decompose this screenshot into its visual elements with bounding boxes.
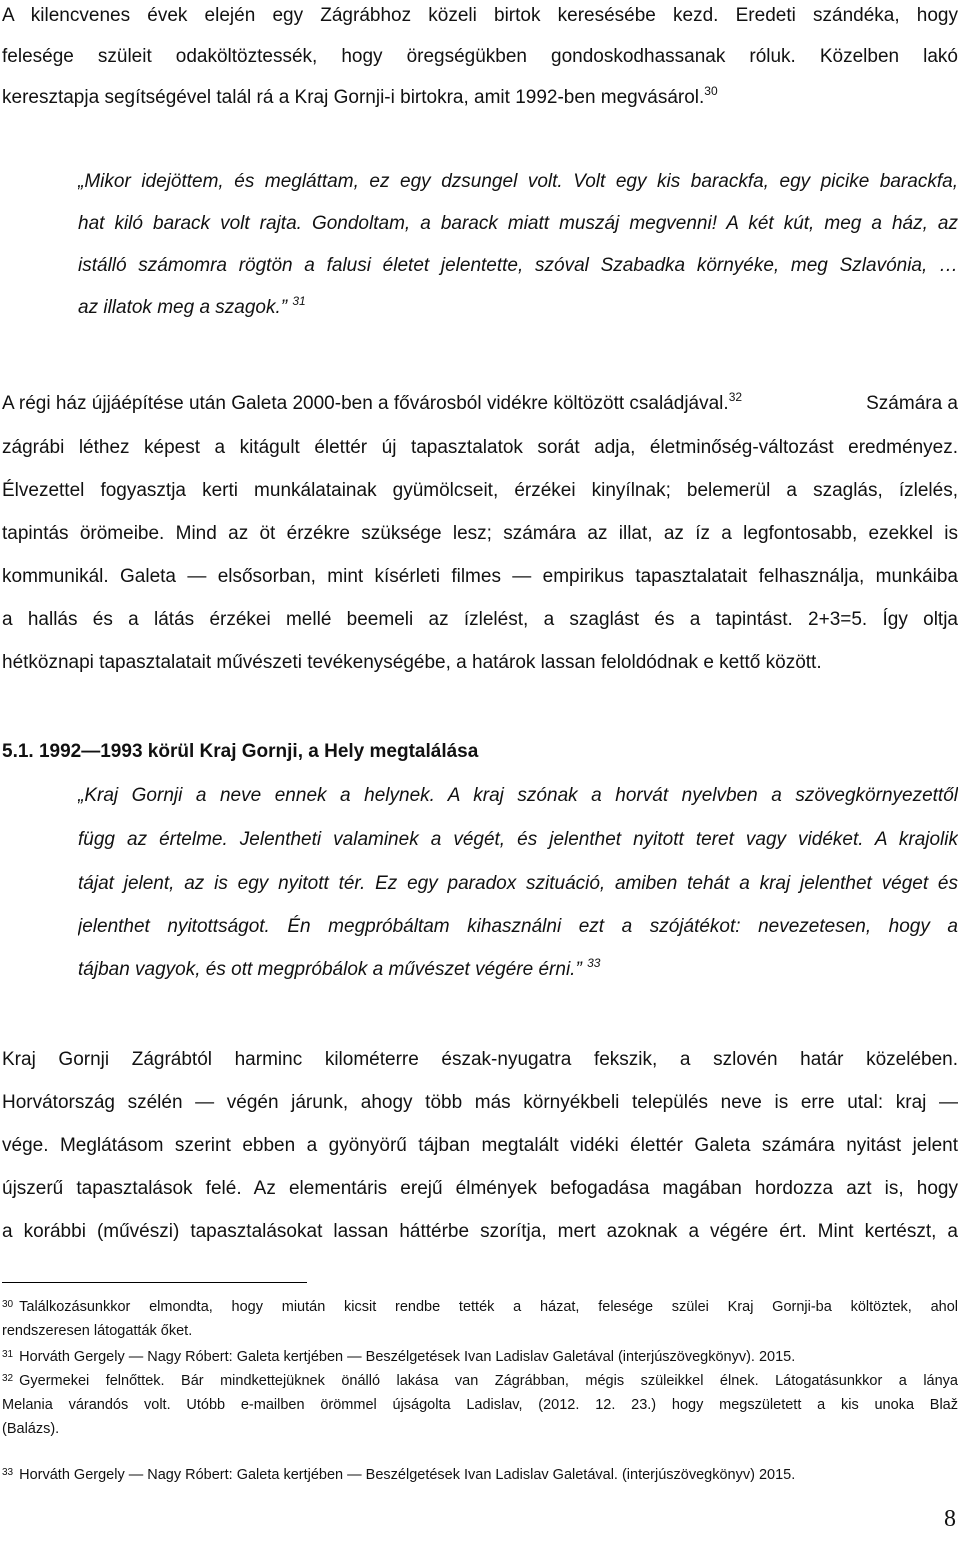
- footnote-ref[interactable]: 30: [704, 84, 718, 98]
- footnote-text: Gyermekei felnőttek. Bár mindkettejüknek önálló lakása van Zágrábban, mégis szüleikkel élnek. Látogatásunkkor a lánya: [19, 1373, 958, 1389]
- body-line: zágrábi léthez képest a kitágult élettér új tapasztalatok sorát adja, életminőség-változást eredményez.: [2, 437, 958, 458]
- body-line: tapintás örömeibe. Mind az öt érzékre szüksége lesz; számára az illat, az íz a legfontosabb, ezekkel is: [2, 523, 958, 544]
- body-line: felesége szüleit odaköltöztessék, hogy öregségükben gondoskodhassanak róluk. Közelben lakó: [2, 46, 958, 67]
- body-line: Élvezettel fogyasztja kerti munkálatainak gyümölcseit, érzékei kinyílnak; belemerül a szaglás, ízlelés,: [2, 480, 958, 501]
- quote-text: az illatok meg a szagok.”: [78, 297, 288, 318]
- footnote-ref[interactable]: 33: [587, 956, 601, 970]
- quote-line: tájat jelent, az is egy nyitott tér. Ez egy paradox szituáció, amiben tehát a kraj jelenthet véget és: [78, 873, 958, 894]
- quote-line: „Kraj Gornji a neve ennek a helynek. A kraj szónak a horvát nyelvben a szövegkörnyezettől: [78, 785, 958, 806]
- footnote-number: 32: [2, 1373, 14, 1384]
- footnote-line: [2, 1296, 958, 1318]
- footnote-text: Horváth Gergely — Nagy Róbert: Galeta kertjében — Beszélgetések Ivan Ladislav Galetával (interjúszövegkönyv). 2015.: [19, 1349, 796, 1365]
- footnote-line: [2, 1370, 958, 1392]
- footnote-ref[interactable]: 31: [292, 294, 306, 308]
- quote-line: „Mikor idejöttem, és megláttam, ez egy dzsungel volt. Volt egy kis barackfa, egy picike barackfa,: [78, 171, 958, 192]
- quote-line: függ az értelme. Jelentheti valaminek a végét, és jelenthet nyitott teret vagy vidéket. A krajolik: [78, 829, 958, 850]
- body-line: vége. Meglátásom szerint ebben a gyönyörű tájban megtalált vidéki élettér Galeta számára nyitást jelent: [2, 1135, 958, 1156]
- footnote-line: Melania várandós volt. Utóbb e-mailben örömmel újságolta Ladislav, (2012. 12. 23.) hogy megszületett a kis unoka Blaž: [2, 1397, 958, 1413]
- footnote-line: (Balázs).: [2, 1421, 60, 1437]
- footnote-text: Találkozásunkkor elmondta, hogy miután kicsit rendbe tették a házat, felesége szülei Kraj Gornji-ba költöztek, ahol: [19, 1299, 958, 1315]
- footnote-number: 30: [2, 1299, 14, 1310]
- footnote-line: [2, 1464, 958, 1486]
- body-line: A kilencvenes évek elején egy Zágrábhoz közeli birtok keresésébe kezd. Eredeti szándéka, hogy: [2, 5, 958, 26]
- body-text: Számára a: [866, 393, 958, 414]
- body-text: keresztapja segítségével talál rá a Kraj Gornji-i birtokra, amit 1992-ben megvásárol.: [2, 87, 705, 108]
- footnote-line: [2, 1346, 958, 1368]
- footnote-number: 31: [2, 1349, 14, 1360]
- footnote-separator: [2, 1282, 307, 1283]
- body-line: hétköznapi tapasztalatait művészeti tevékenységébe, a határok lassan feloldódnak e kettő között.: [2, 652, 822, 673]
- quote-text: tájban vagyok, és ott megpróbálok a művészet végére érni.”: [78, 959, 582, 980]
- body-line: Kraj Gornji Zágrábtól harminc kilométerre észak-nyugatra fekszik, a szlovén határ közelében.: [2, 1049, 958, 1070]
- footnote-line: rendszeresen látogatták őket.: [2, 1323, 193, 1339]
- quote-line: [78, 954, 958, 986]
- body-line: újszerű tapasztalások felé. Az elementáris erejű élmények befogadása magában hordozza azt is, hogy: [2, 1178, 958, 1199]
- body-line: kommunikál. Galeta — elsősorban, mint kísérleti filmes — empirikus tapasztalatait felhasználja, munkáiba: [2, 566, 958, 587]
- section-heading: 5.1. 1992—1993 körül Kraj Gornji, a Hely megtalálása: [2, 741, 479, 762]
- body-line: [2, 388, 958, 420]
- quote-line: [78, 292, 958, 324]
- body-text: A régi ház újjáépítése után Galeta 2000-ben a fővárosból vidékre költözött családjával.: [2, 393, 729, 414]
- quote-line: hat kiló barack volt rajta. Gondoltam, a barack miatt muszáj megvenni! A két kút, meg a ház, az: [78, 213, 958, 234]
- quote-line: istálló számomra rögtön a falusi életet jelentette, szóval Szabadka környéke, meg Szlavónia, …: [78, 255, 958, 276]
- footnote-text: Horváth Gergely — Nagy Róbert: Galeta kertjében — Beszélgetések Ivan Ladislav Galetával. (interjúszövegkönyv) 2015.: [19, 1467, 796, 1483]
- body-line: Horvátország szélén — végén járunk, ahogy több más környékbeli település neve is erre utal: kraj —: [2, 1092, 958, 1113]
- quote-line: jelenthet nyitottságot. Én megpróbáltam kihasználni ezt a szójátékot: nevezetesen, hogy a: [78, 916, 958, 937]
- page-number: 8: [944, 1506, 956, 1532]
- body-line: [2, 82, 958, 114]
- footnote-number: 33: [2, 1467, 14, 1478]
- body-line: a hallás és a látás érzékei mellé beemeli az ízlelést, a szaglást és a tapintást. 2+3=5. Így oltja: [2, 609, 958, 630]
- footnote-ref[interactable]: 32: [728, 390, 743, 404]
- body-line: a korábbi (művészi) tapasztalásokat lassan háttérbe szorítja, mert azoknak a végére ért. Mint kertészt, a: [2, 1221, 958, 1242]
